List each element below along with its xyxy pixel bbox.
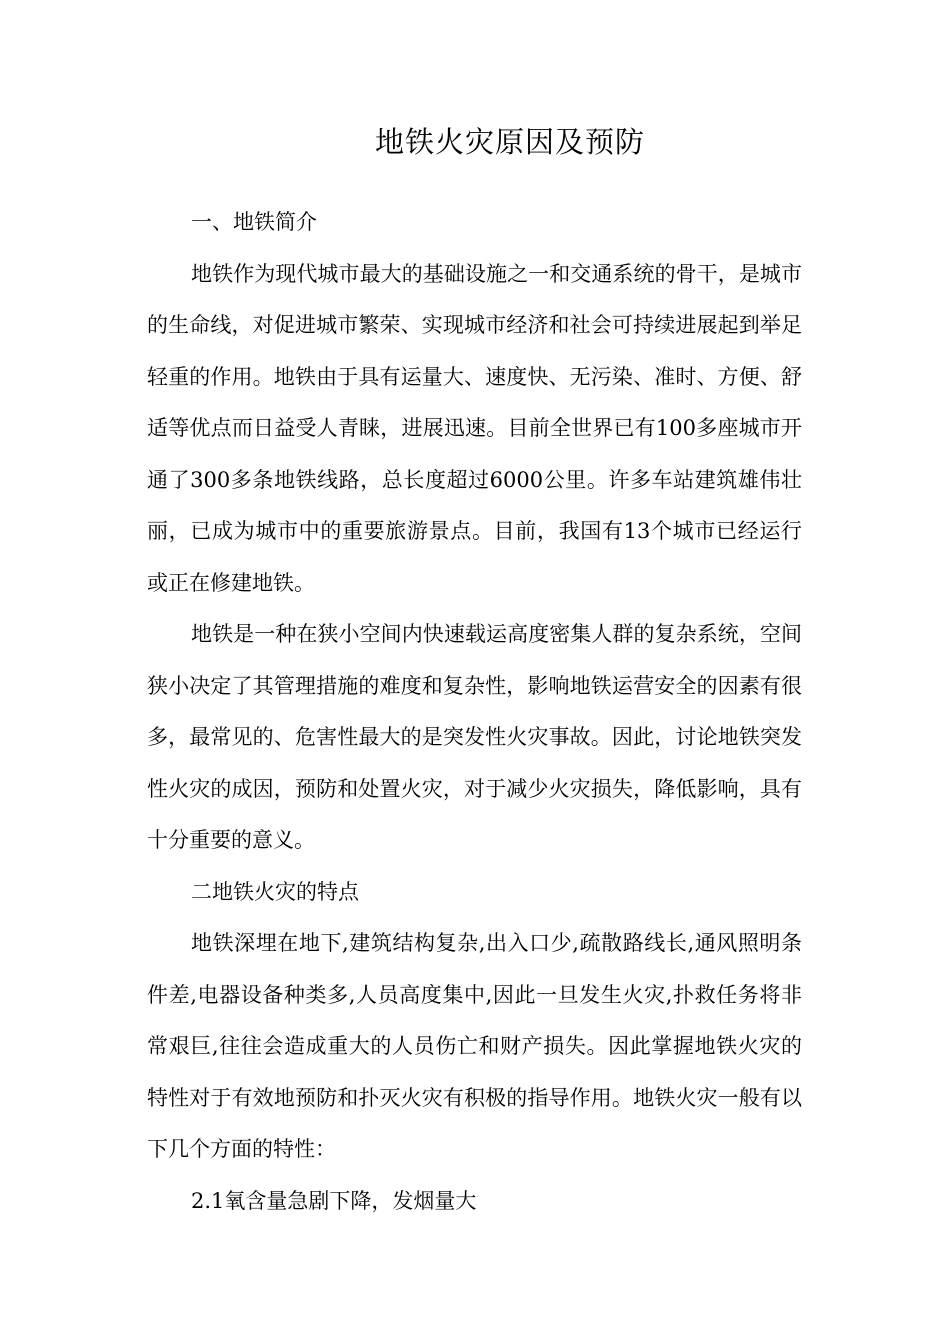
section-heading-features: 二地铁火灾的特点 (191, 879, 359, 904)
document-body (147, 197, 802, 1227)
paragraph: 地铁深埋在地下,建筑结构复杂,出入口少,疏散路线长,通风照明条件差,电器设备种类多,人员高度集中,因此一旦发生火灾,扑救任务将非常艰巨,往往会造成重大的人员伤亡和财产损失。因此掌握地铁火灾的特性对于有效地预防和扑灭火灾有积极的指导作用。地铁火灾一般有以下几个方面的特性： (147, 931, 802, 1161)
subsection-heading: 2.1氧含量急剧下降，发烟量大 (191, 1188, 477, 1213)
paragraph: 地铁作为现代城市最大的基础设施之一和交通系统的骨干，是城市的生命线，对促进城市繁荣、实现城市经济和社会可持续进展起到举足轻重的作用。地铁由于具有运量大、速度快、无污染、准时、方便、舒适等优点而日益受人青睐，进展迅速。目前全世界已有100多座城市开通了300多条地铁线路，总长度超过6000公里。许多车站建筑雄伟壮丽，已成为城市中的重要旅游景点。目前，我国有13个城市已经运行或正在修建地铁。 (147, 261, 802, 595)
section-heading-intro: 一、地铁简介 (191, 210, 317, 234)
paragraph: 地铁是一种在狭小空间内快速载运高度密集人群的复杂系统，空间狭小决定了其管理措施的难度和复杂性，影响地铁运营安全的因素有很多，最常见的、危害性最大的是突发性火灾事故。因此，讨论地铁突发性火灾的成因，预防和处置火灾，对于减少火灾损失，降低影响，具有十分重要的意义。 (147, 622, 802, 852)
document-title: 地铁火灾原因及预防 (374, 125, 645, 159)
